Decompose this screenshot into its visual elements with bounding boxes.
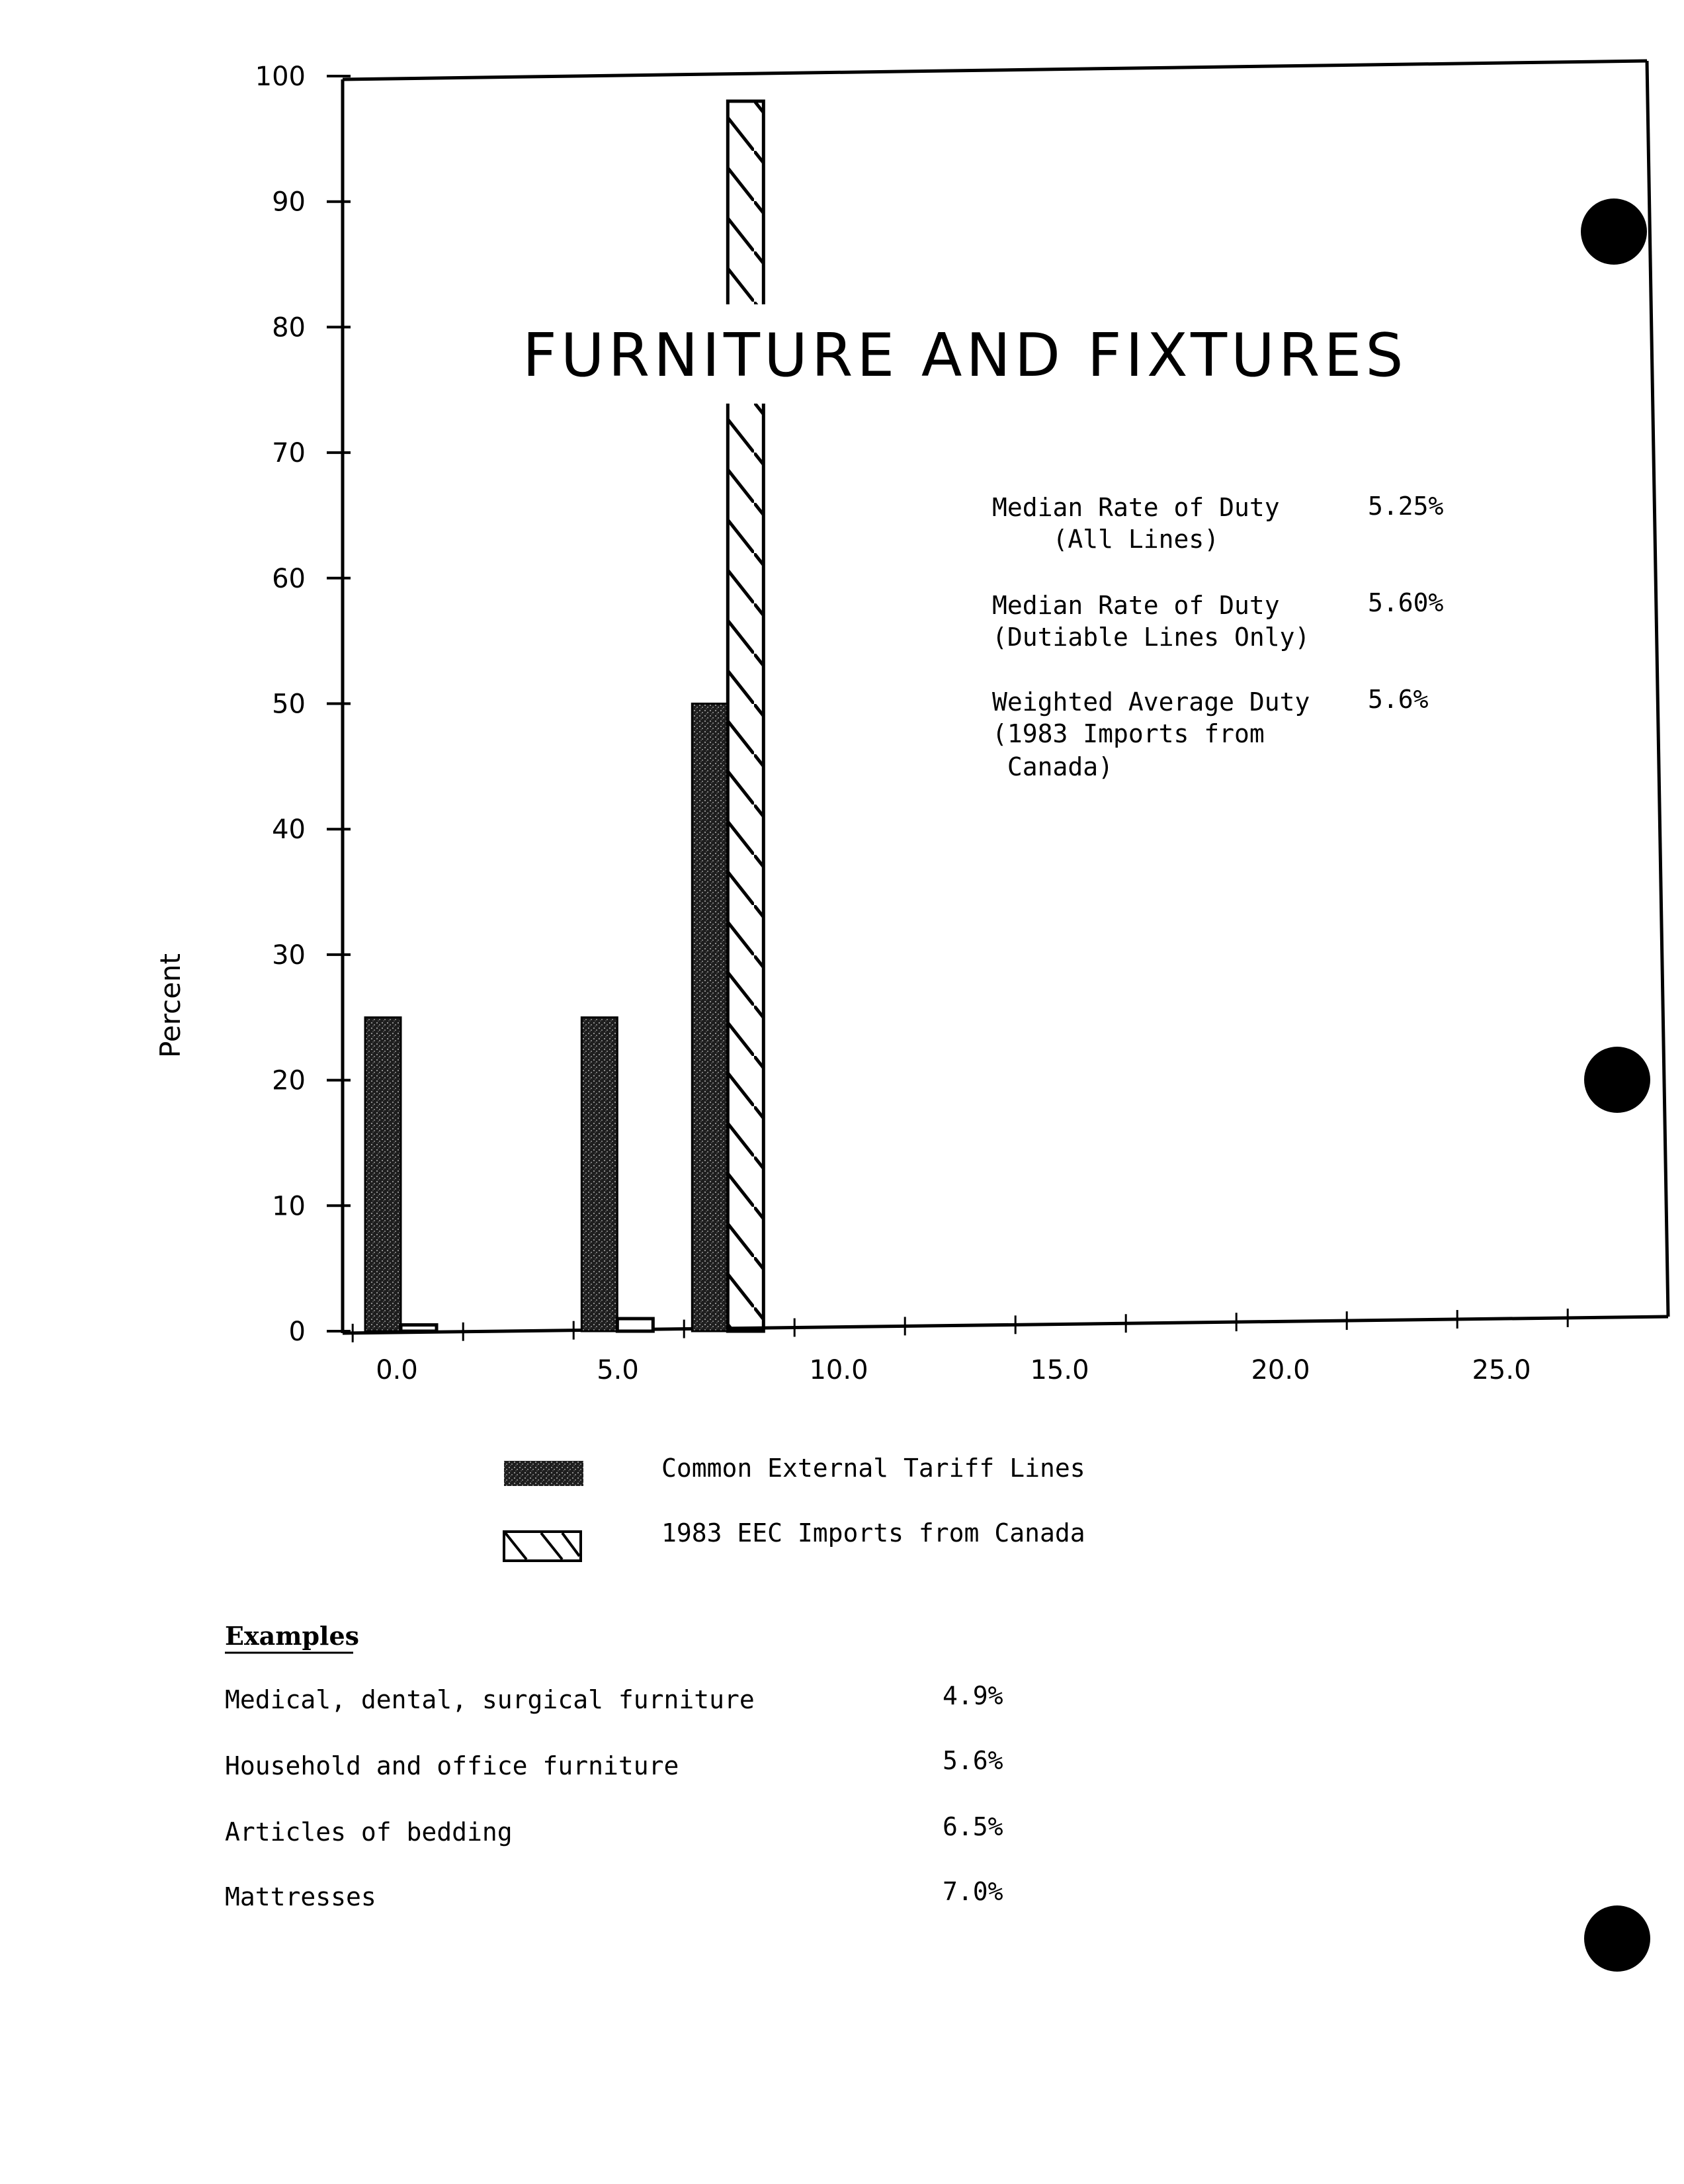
y-axis-label: Percent [154,953,187,1059]
bar-eec-imports [728,101,763,1331]
stat-2-label-line1: Median Rate of Duty [992,591,1280,620]
example-2-value: 5.6% [943,1746,1003,1775]
bar-eec-imports [617,1319,653,1331]
bar-eec-imports [401,1325,437,1331]
bar-common-external-tariff [365,1018,401,1331]
example-3-label: Articles of bedding [225,1817,513,1847]
legend [504,1454,1085,1561]
y-tick-label: 100 [255,62,306,92]
binder-holes [1581,198,1650,1972]
y-tick-label: 90 [272,187,306,218]
legend-label-eec-imports: 1983 EEC Imports from Canada [661,1518,1085,1548]
x-axis [343,1317,1668,1333]
example-3-value: 6.5% [943,1812,1003,1841]
examples-heading: Examples [225,1621,360,1651]
y-tick-label: 50 [272,689,306,720]
legend-swatch-hatch [504,1532,581,1561]
legend-label-common-external-tariff: Common External Tariff Lines [661,1454,1085,1483]
x-tick-label: 20.0 [1251,1355,1310,1385]
stat-1-value: 5.25% [1368,492,1444,521]
legend-swatch-stipple [504,1461,583,1486]
bar-common-external-tariff [581,1018,617,1331]
y-tick-label: 10 [272,1191,306,1222]
y-tick-label: 0 [288,1317,306,1347]
stat-3-value: 5.6% [1368,685,1429,714]
y-tick-label: 30 [272,939,306,971]
x-tick-label: 15.0 [1030,1355,1089,1385]
y-tick-label: 20 [272,1065,306,1096]
stat-1-label-line2: (All Lines) [992,525,1220,554]
bar-common-external-tariff [692,704,728,1332]
y-tick-label: 80 [272,312,306,343]
stat-1-label-line1: Median Rate of Duty [992,493,1280,522]
y-tick-label: 70 [272,438,306,469]
x-tick-label: 5.0 [597,1355,639,1385]
stat-3-label-line1: Weighted Average Duty [992,687,1310,717]
chart-title: FURNITURE AND FIXTURES [523,321,1408,390]
y-tick-label: 60 [272,563,306,594]
y-axis-ticks [255,62,351,1347]
example-4-label: Mattresses [225,1882,376,1911]
x-tick-label: 10.0 [809,1355,868,1385]
example-1-label: Medical, dental, surgical furniture [225,1685,755,1714]
x-tick-label: 25.0 [1472,1355,1531,1385]
stat-2-value: 5.60% [1368,588,1444,617]
example-4-value: 7.0% [943,1877,1003,1906]
bars [365,101,763,1331]
binder-hole-middle [1584,1047,1650,1113]
binder-hole-bottom [1584,1905,1650,1972]
examples-block [225,1621,1003,1911]
example-1-value: 4.9% [943,1681,1003,1710]
stat-2-label-line2: (Dutiable Lines Only) [992,623,1310,652]
stats-block [992,492,1444,781]
stat-3-label-line2: (1983 Imports from [992,719,1265,748]
binder-hole-top [1581,198,1647,265]
x-tick-label: 0.0 [376,1355,418,1385]
stat-3-label-line3: Canada) [992,752,1114,781]
y-tick-label: 40 [272,814,306,846]
example-2-label: Household and office furniture [225,1751,679,1780]
